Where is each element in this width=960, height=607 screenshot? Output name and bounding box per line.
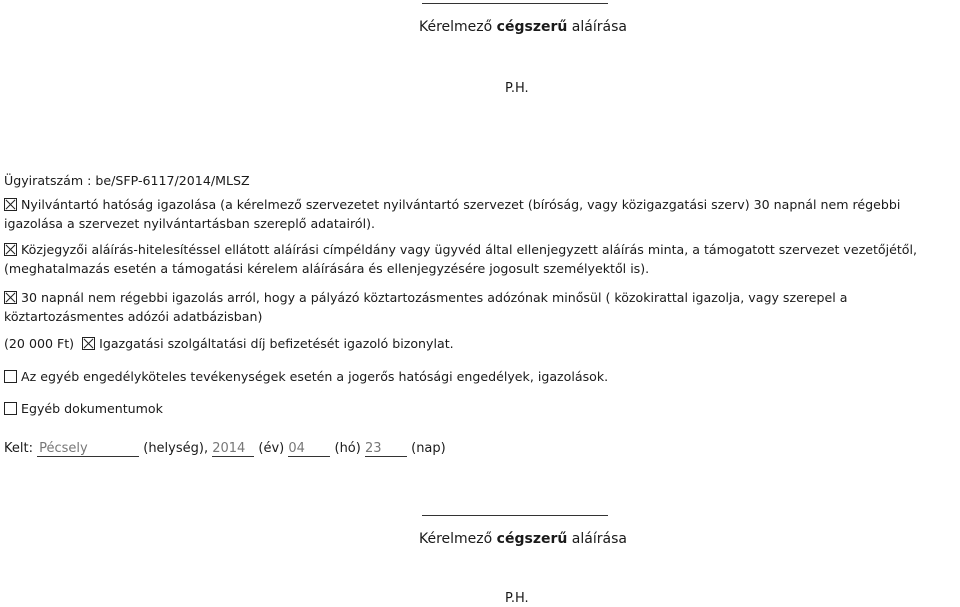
place-suffix: (helység), [143, 441, 209, 456]
item-text: 30 napnál nem régebbi igazolás arról, hogy a pályázó köztartozásmentes adózónak minősül ( közokirattal igazolja, vagy szerepel a köztartozásmentes adózói adatbázisban) [4, 290, 848, 324]
month-field[interactable]: 04 [288, 441, 330, 457]
case-number: Ügyiratszám : be/SFP-6117/2014/MLSZ [4, 173, 250, 188]
list-item [4, 334, 960, 353]
checkbox-checked-icon[interactable] [82, 337, 95, 350]
checkbox-checked-icon[interactable] [4, 198, 17, 211]
list-item [4, 399, 960, 418]
list-item [4, 240, 960, 278]
signature-line-bottom [422, 515, 608, 516]
list-item [4, 195, 960, 233]
checkbox-checked-icon[interactable] [4, 291, 17, 304]
day-field[interactable]: 23 [365, 441, 407, 457]
item-text: Nyilvántartó hatóság igazolása (a kérelmező szervezetet nyilvántartó szervezet (bíróság, vagy közigazgatási szerv) 30 napnál nem régebbi igazolása a szervezet nyilvántartásban szereplő adatairól). [4, 197, 901, 231]
day-suffix: (nap) [411, 441, 446, 456]
month-suffix: (hó) [334, 441, 361, 456]
place-field[interactable]: Pécsely [37, 441, 139, 457]
item-text: Egyéb dokumentumok [21, 401, 163, 416]
item-text: Igazgatási szolgáltatási díj befizetését igazoló bizonylat. [99, 336, 454, 351]
stamp-placeholder-bottom: P.H. [505, 591, 529, 606]
signature-label-bottom: Kérelmező cégszerű aláírása [419, 531, 627, 547]
checkbox-unchecked-icon[interactable] [4, 402, 17, 415]
date-line [4, 439, 446, 458]
item-text: Az egyéb engedélyköteles tevékenységek esetén a jogerős hatósági engedélyek, igazolások. [21, 369, 609, 384]
year-suffix: (év) [258, 441, 285, 456]
checkbox-unchecked-icon[interactable] [4, 370, 17, 383]
item-text: Közjegyzői aláírás-hitelesítéssel ellátott aláírási címpéldány vagy ügyvéd által ellenjegyzett aláírás minta, a támogatott szervezet vezetőjétől, (meghatalmazás esetén a támogatási kérelem aláírására és ellenjegyzésére jogosult személyektől is). [4, 242, 918, 276]
list-item [4, 288, 960, 326]
signature-line-top [422, 3, 608, 4]
stamp-placeholder-top: P.H. [505, 81, 529, 96]
signature-label-top: Kérelmező cégszerű aláírása [419, 19, 627, 35]
list-item [4, 367, 960, 386]
date-label: Kelt: [4, 441, 33, 456]
item-prefix: (20 000 Ft) [4, 336, 75, 351]
year-field[interactable]: 2014 [212, 441, 254, 457]
checkbox-checked-icon[interactable] [4, 243, 17, 256]
